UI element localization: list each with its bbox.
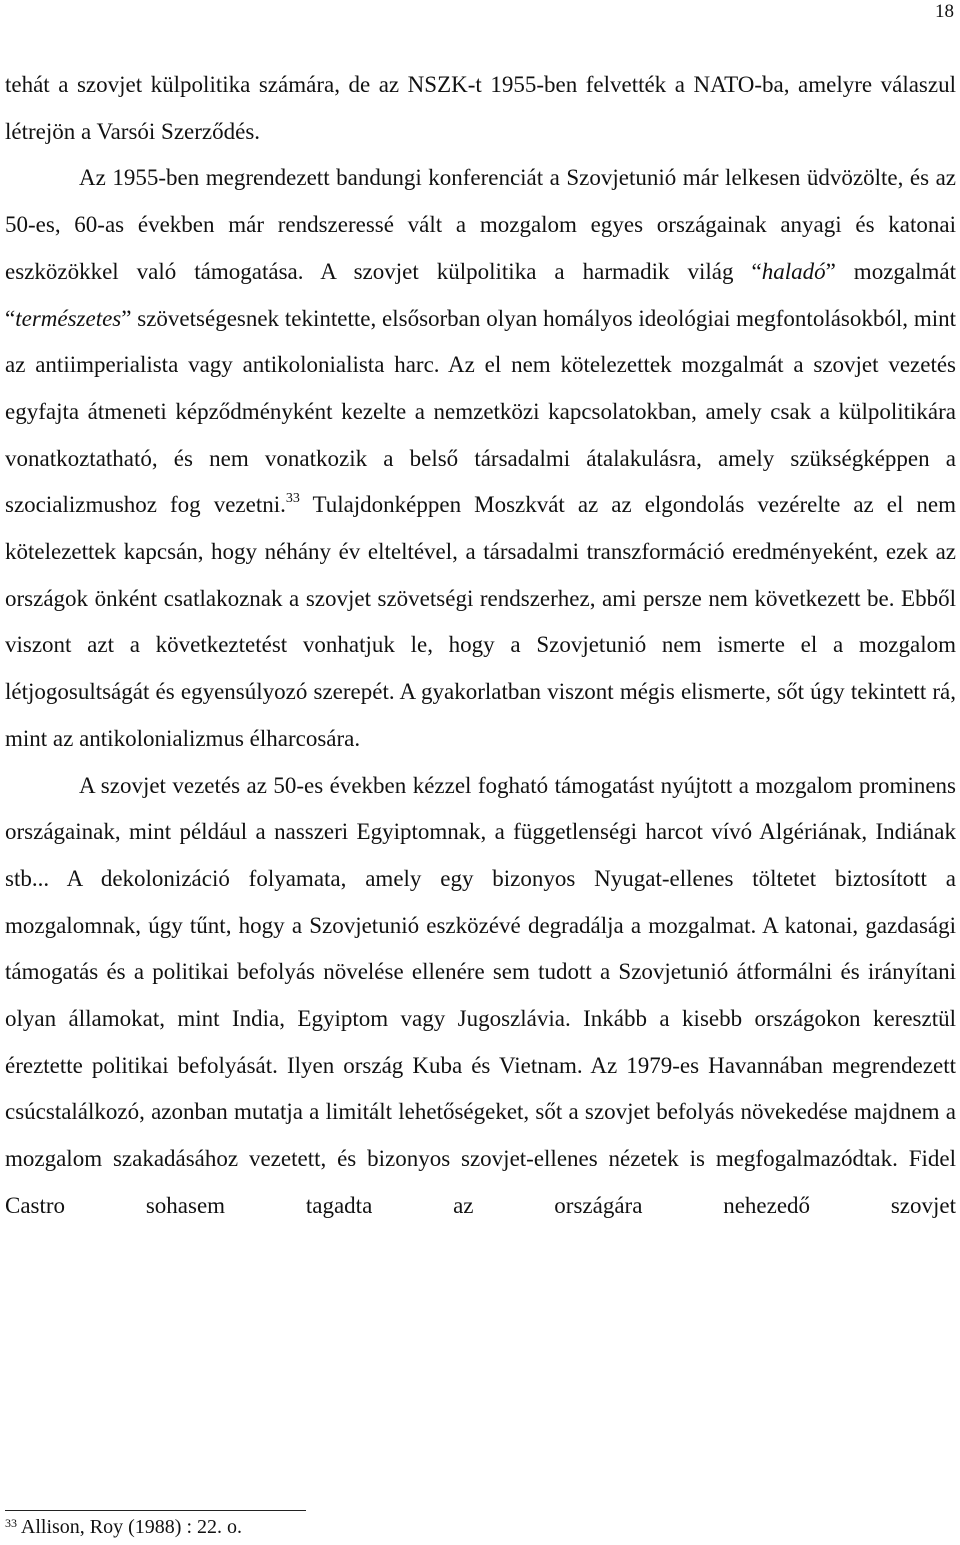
text-run: ” mozgalmát “ <box>5 258 956 331</box>
text-run: Az 1955-ben megrendezett bandungi konferenciát a Szovjetunió már lelkesen üdvözölte, és az 50-es, 60-as években már rendszeressé vált a mozgalom egyes országainak anyagi és katonai eszközökkel való támogatása. A szovjet külpolitika a harmadik világ “ <box>5 165 956 284</box>
text-run: A szovjet vezetés az 50-es években kézzel fogható támogatást nyújtott a mozgalom prominens országainak, mint például a nasszeri Egyiptomnak, a függetlenségi harcot vívó Algériának, Indiának stb... A dekolonizáció folyamata, amely egy bizonyos Nyugat-ellenes töltetet biztosított a mozgalomnak, úgy tűnt, hogy a Szovjetunió eszközévé degradálja a mozgalmat. A katonai, gazdasági támogatás és a politikai befolyás növelése ellenére sem tudott a Szovjetunió átformálni és irányítani olyan államokat, mint India, Egyiptom vagy Jugoszlávia. Inkább a kisebb országokon keresztül éreztette politikai befolyását. Ilyen ország Kuba és Vietnam. Az 1979-es Havannában megrendezett csúcstalálkozó, azonban mutatja a limitált lehetőségeket, sőt a szovjet befolyás növekedése majdnem a mozgalom szakadásához vezetett, és bizonyos szovjet-ellenes nézetek is megfogalmazódtak. Fidel Castro sohasem tagadta az országára nehezedő szovjet <box>5 772 956 1218</box>
paragraph-3 <box>5 763 956 1230</box>
text-run: Tulajdonképpen Moszkvát az az elgondolás vezérelte az el nem kötelezettek kapcsán, hogy néhány év elteltével, a társadalmi transzformáció eredményeként, ezek az országok önként csatlakoznak a szovjet szövetségi rendszerhez, ami persze nem következett be. Ebből viszont azt a következtetést vonhatjuk le, hogy a Szovjetunió nem ismerte el a mozgalom létjogosultságát és egyensúlyozó szerepét. A gyakorlatban viszont mégis elismerte, sőt úgy tekintett rá, mint az antikolonializmus élharcosára. <box>5 492 956 751</box>
paragraph-1 <box>5 62 956 155</box>
paragraph-2 <box>5 155 956 762</box>
text-run: ” szövetségesnek tekintette, elsősorban olyan homályos ideológiai megfontolásokból, mint az antiimperialista vagy antikolonialista harc. Az el nem kötelezettek mozgalmát a szovjet vezetés egyfajta átmeneti képződményként kezelte a nemzetközi kapcsolatokban, amely csak a külpolitikára vonatkoztatható, és nem vonatkozik a belső társadalmi átalakulásra, amely szükségképpen a szocializmushoz fog vezetni. <box>5 305 956 518</box>
footnote-text: Allison, Roy (1988) : 22. o. <box>20 1516 243 1538</box>
footnote-reference: 33 <box>285 490 300 506</box>
footnote-number: 33 <box>5 1516 17 1530</box>
page-number: 18 <box>935 1 954 22</box>
italic-term: haladó <box>761 258 826 284</box>
footnote-separator <box>5 1510 306 1511</box>
body-text <box>5 62 956 1230</box>
footnote <box>5 1514 242 1540</box>
italic-term: természetes <box>15 305 122 331</box>
text-run: tehát a szovjet külpolitika számára, de az NSZK-t 1955-ben felvették a NATO-ba, amelyre válaszul létrejön a Varsói Szerződés. <box>5 72 956 144</box>
